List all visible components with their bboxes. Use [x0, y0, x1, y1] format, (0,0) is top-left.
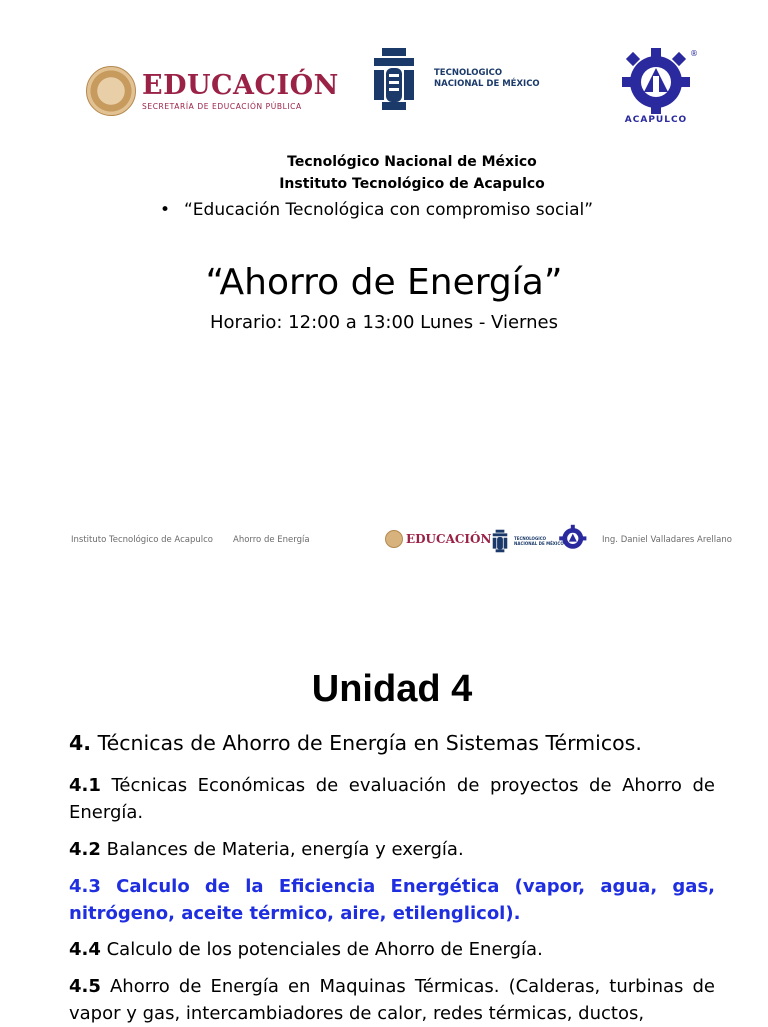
topic-text: Calculo de la Eficiencia Energética (vapor, agua, gas, nitrógeno, aceite térmico, aire, etilenglicol). [69, 876, 715, 924]
mini-ita-gear-icon [558, 524, 590, 556]
tnm-emblem-icon [372, 46, 416, 112]
footer-course: Ahorro de Energía [233, 535, 310, 545]
slogan-text: “Educación Tecnológica con compromiso social” [184, 200, 594, 220]
topic-item-4-1 [69, 772, 715, 826]
topic-number: 4.3 [69, 876, 101, 897]
ita-logo-text: ACAPULCO [624, 115, 688, 125]
sep-logo-subtitle: SECRETARÍA DE EDUCACIÓN PÚBLICA [142, 101, 302, 111]
mini-seal-icon [385, 530, 403, 548]
topic-number: 4.2 [69, 839, 101, 860]
mini-tnm-emblem-icon [492, 528, 508, 554]
mini-tnm-line1: TECNOLOGICO [514, 536, 547, 541]
tnm-logo [372, 46, 540, 112]
topic-number: 4.1 [69, 775, 101, 796]
mexico-seal-icon [86, 66, 136, 116]
ita-gear-logo-icon [620, 46, 698, 126]
registered-mark: ® [690, 49, 698, 58]
topic-item-4-2 [69, 836, 715, 863]
header-ita-name: Instituto Tecnológico de Acapulco [279, 176, 545, 192]
mini-tnm-line2: NACIONAL DE MÉXICO [514, 541, 564, 546]
footer-author: Ing. Daniel Valladares Arellano [602, 535, 732, 545]
tnm-logo-line2: NACIONAL DE MÉXICO [434, 79, 540, 89]
footer-institute: Instituto Tecnológico de Acapulco [71, 535, 213, 545]
bullet: • [160, 200, 171, 220]
footer-sep-logo [385, 530, 491, 548]
tnm-logo-line1: TECNOLOGICO [434, 68, 503, 78]
topic-text: Calculo de los potenciales de Ahorro de Energía. [100, 939, 543, 960]
topic-text: Técnicas de Ahorro de Energía en Sistemas Térmicos. [91, 731, 642, 755]
header-tnm-name: Tecnológico Nacional de México [287, 154, 537, 170]
slogan [160, 200, 593, 220]
footer-tnm-logo [492, 528, 564, 554]
topic-item-4-5 [69, 973, 715, 1027]
topic-item-4-3-highlighted [69, 873, 715, 927]
topic-item-4-4 [69, 936, 715, 963]
topic-text: Ahorro de Energía en Maquinas Térmicas. (Calderas, turbinas de vapor y gas, intercambiadores de calor, redes térmicas, ductos, [69, 976, 715, 1024]
sep-logo-title: EDUCACIÓN [142, 69, 339, 101]
topic-text: Balances de Materia, energía y exergía. [100, 839, 464, 860]
schedule-text: Horario: 12:00 a 13:00 Lunes - Viernes [210, 312, 558, 333]
slide-title: “Ahorro de Energía” [205, 262, 563, 303]
topic-text: Técnicas Económicas de evaluación de proyectos de Ahorro de Energía. [69, 775, 715, 823]
topic-number: 4.5 [69, 976, 101, 997]
unit-heading: Unidad 4 [311, 668, 473, 710]
topic-number: 4.4 [69, 939, 101, 960]
sep-logo [86, 66, 339, 116]
topic-number: 4. [69, 731, 92, 755]
footer-sep-title: EDUCACIÓN [406, 532, 492, 546]
topic-item-4 [69, 730, 715, 757]
